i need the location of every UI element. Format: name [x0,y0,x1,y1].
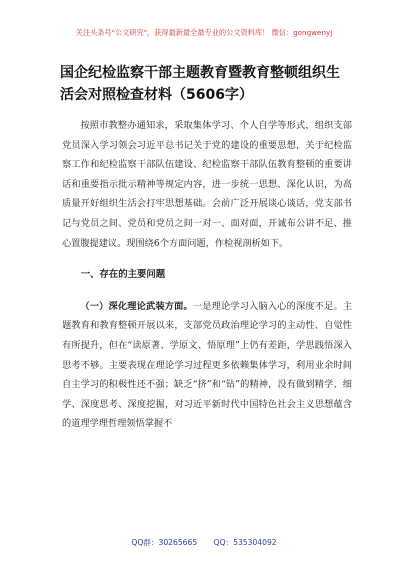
document-title: 国企纪检监察干部主题教育暨教育整顿组织生活会对照检查材料（5606字） [60,65,340,103]
footer-contact [0,537,408,548]
document-body [62,116,352,434]
item-subtitle-theory: （一）深化理论武装方面。 [80,300,193,312]
intro-paragraph: 按照市教整办通知求，采取集体学习、个人自学等形式，组织支部党员深入学习领会习近平总书记关于党的建设的重要思想，关于纪检监察工作和纪检监察干部队伍建设、纪检监察干部队伍教育整顿的重要讲话和重要指示批示精神等规定内容，进一步统一思想、深化认识，为高质量开好组织生活会打牢思想基础。会前广泛开展谈心谈话，党支部书记与党员之间、党员和党员之间一对一、面对面，开诚布公讲不足、推心置腹提建议。现围绕6个方面问题，作检视剖析如下。 [62,120,352,249]
item-paragraph-theory [62,297,352,434]
section-heading-main-problems: 一、存在的主要问题 [80,269,166,281]
footer-qq: QQ：535304092 [213,538,277,547]
item-text-theory: 一是理论学习入脑入心的深度不足。主题教育和教育整顿开展以来，支部党员政治理论学习的主动性、自觉性有所提升，但在“读原著、学原文、悟原理”上仍有差距，学思践悟深入思考不够。主要表现在理论学习过程更多依赖集体学习，利用业余时间自主学习的积极性还不强；缺乏“挤”和“钻”的精神，没有做到精学、细学、深度思考、深度挖掘，对习近平新时代中国特色社会主义思想蕴含的道理学理哲理领悟掌握不 [62,300,353,430]
header-promo-note: 关注头条号"公文研究"，获得最新最全最专业的公文资料库！ 微信：gongwenyj [75,28,333,37]
footer-qq-group: QQ群：30265665 [131,538,198,547]
